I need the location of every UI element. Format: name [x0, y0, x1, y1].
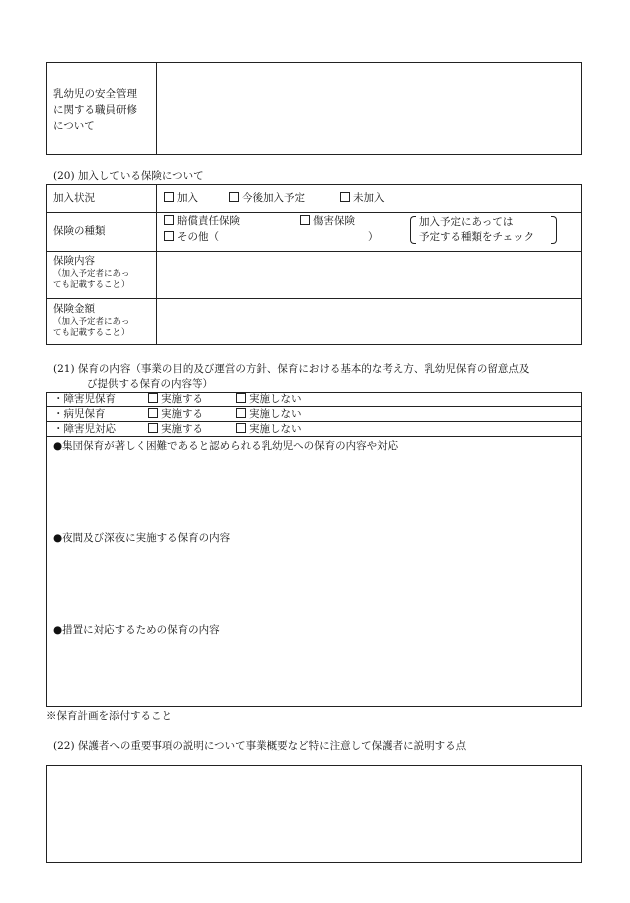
care-footnote: ※保育計画を添付すること	[46, 710, 172, 722]
care-row-yes[interactable]: 実施する	[148, 408, 203, 421]
explanation-heading: (22) 保護者への重要事項の説明について事業概要など特に注意して保護者に説明する点	[53, 740, 467, 752]
care-row-label: ・障害児対応	[53, 423, 116, 435]
checkbox-icon	[164, 192, 174, 202]
checkbox-icon	[164, 231, 174, 241]
care-row-yes[interactable]: 実施する	[148, 423, 203, 436]
types-note: 加入予定にあっては 予定する種類をチェック	[419, 216, 535, 243]
care-section-difficult: ●集団保育が著しく困難であると認められる乳幼児への保育の内容や対応	[53, 440, 399, 452]
checkbox-icon	[236, 408, 246, 418]
care-row-no[interactable]: 実施しない	[236, 393, 302, 406]
checkbox-icon	[164, 215, 174, 225]
type-option-injury[interactable]: 傷害保険	[300, 215, 355, 228]
amount-input-area[interactable]	[157, 299, 581, 344]
checkbox-icon	[236, 393, 246, 403]
content-input-area[interactable]	[157, 252, 581, 297]
types-label: 保険の種類	[53, 225, 106, 237]
type-option-other[interactable]: その他（	[164, 231, 219, 244]
checkbox-icon	[148, 393, 158, 403]
checkbox-icon	[148, 423, 158, 433]
status-label: 加入状況	[53, 192, 95, 204]
care-input-area[interactable]	[47, 455, 581, 706]
content-label: 保険内容	[53, 255, 95, 267]
care-row-yes[interactable]: 実施する	[148, 393, 203, 406]
care-row-no[interactable]: 実施しない	[236, 423, 302, 436]
content-note: （加入予定者にあっ ても記載すること）	[53, 269, 130, 291]
type-other-close: ）	[368, 231, 379, 243]
divider	[46, 421, 582, 422]
status-option-planned[interactable]: 今後加入予定	[229, 192, 305, 205]
bracket-right-icon	[551, 216, 557, 244]
care-row-no[interactable]: 実施しない	[236, 408, 302, 421]
checkbox-icon	[148, 408, 158, 418]
divider	[46, 212, 582, 213]
care-row-label: ・病児保育	[53, 408, 106, 420]
status-option-joined[interactable]: 加入	[164, 192, 198, 205]
training-input-area[interactable]	[157, 63, 581, 154]
bracket-left-icon	[410, 216, 416, 244]
checkbox-icon	[236, 423, 246, 433]
type-option-liability[interactable]: 賠償責任保険	[164, 215, 240, 228]
checkbox-icon	[229, 192, 239, 202]
checkbox-icon	[340, 192, 350, 202]
explanation-input-area[interactable]	[46, 765, 582, 863]
checkbox-icon	[300, 215, 310, 225]
divider	[46, 406, 582, 407]
care-section-measure: ●措置に対応するための保育の内容	[53, 624, 220, 636]
care-row-label: ・障害児保育	[53, 393, 116, 405]
amount-label: 保険金額	[53, 303, 95, 315]
care-section-night: ●夜間及び深夜に実施する保育の内容	[53, 532, 231, 544]
insurance-heading: (20) 加入している保険について	[53, 170, 204, 182]
status-option-not-joined[interactable]: 未加入	[340, 192, 385, 205]
divider	[46, 436, 582, 437]
care-heading: (21) 保育の内容（事業の目的及び運営の方針、保育における基本的な考え方、乳幼児保育の留意点及 び提供する保育の内容等）	[53, 363, 530, 390]
training-label: 乳幼児の安全管理 に関する職員研修 について	[53, 88, 137, 132]
amount-note: （加入予定者にあっ ても記載すること）	[53, 317, 130, 339]
